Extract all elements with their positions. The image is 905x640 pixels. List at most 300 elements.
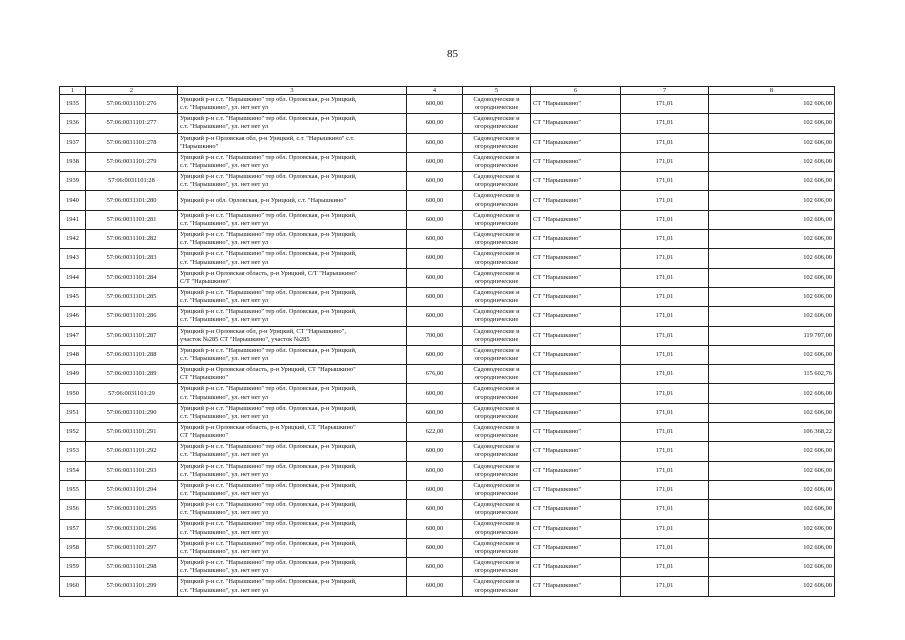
address-line: с.т. "Нарышкино", ул. нет нет ул: [180, 355, 269, 362]
cadastral-number-cell: 57:06:0031101:280: [86, 191, 178, 210]
address-line: с.т. "Нарышкино", ул. нет нет ул: [180, 567, 269, 575]
cadastral-number-cell: 57:06:0031101:277: [86, 114, 178, 133]
land-use-line: Садоводческие и: [473, 95, 520, 103]
cadastral-number-cell: 57:06:0031101:283: [86, 249, 178, 268]
organization-cell: СТ "Нарышкино": [531, 152, 621, 171]
area-cell: 600,00: [407, 577, 463, 596]
address-cell: [178, 480, 407, 499]
land-use-line: огороднические: [474, 509, 519, 517]
land-use-line: огороднические: [474, 567, 519, 575]
cadastral-number-cell: 57:06:0031101:290: [86, 403, 178, 422]
address-line: с.т. "Нарышкино", ул. нет нет ул: [180, 547, 269, 555]
land-use-cell: [463, 519, 531, 538]
land-use-cell: [463, 326, 531, 345]
address-line: с.т. "Нарышкино", ул. нет нет ул: [180, 470, 269, 478]
land-use-cell: [463, 230, 531, 249]
rate-cell: 171,01: [621, 384, 709, 403]
address-line: с.т. "Нарышкино", ул. нет нет ул: [180, 219, 269, 227]
header-col-8: 8: [709, 87, 835, 95]
cadastral-number-cell: 57:06:0031101:285: [86, 287, 178, 306]
organization-cell: СТ "Нарышкино": [531, 345, 621, 364]
rate-cell: 171,01: [621, 210, 709, 229]
table-row: [60, 558, 835, 577]
row-number-cell: 1947: [60, 326, 86, 345]
table-row: [60, 423, 835, 442]
address-line: с.т. "Нарышкино", ул. нет нет ул: [180, 451, 269, 459]
land-use-line: огороднические: [474, 123, 519, 131]
cadastral-value-cell: 102 606,00: [709, 133, 835, 152]
address-line: Урицкий р-н с.т. "Нарышкино" тер обл. Орловская, р-н Урицкий,: [180, 578, 357, 586]
rate-cell: 171,01: [621, 480, 709, 499]
page-number: 85: [447, 48, 458, 60]
area-cell: 600,00: [407, 461, 463, 480]
land-use-cell: [463, 191, 531, 210]
area-cell: 600,00: [407, 500, 463, 519]
rate-cell: 171,01: [621, 500, 709, 519]
cadastral-number-cell: 57:06:0031101:284: [86, 268, 178, 287]
land-use-line: Садоводческие и: [473, 308, 520, 316]
land-use-line: огороднические: [474, 258, 519, 266]
address-line: Урицкий р-н с.т. "Нарышкино" тер обл. Орловская, р-н Урицкий,: [180, 115, 357, 123]
row-number-cell: 1949: [60, 365, 86, 384]
cadastral-number-cell: 57:06:0031101:296: [86, 519, 178, 538]
rate-cell: 171,01: [621, 558, 709, 577]
row-number-cell: 1942: [60, 230, 86, 249]
cadastral-number-cell: 57:06:0031101:288: [86, 345, 178, 364]
area-cell: 600,00: [407, 519, 463, 538]
table-row: [60, 114, 835, 133]
row-number-cell: 1943: [60, 249, 86, 268]
cadastral-number-cell: 57:06:0031101:291: [86, 423, 178, 442]
area-cell: 600,00: [407, 114, 463, 133]
cadastral-number-cell: 57:06:0031101:294: [86, 480, 178, 499]
rate-cell: 171,01: [621, 172, 709, 191]
address-line: Урицкий р-н Орловская обл, р-н Урицкий, с.т. "Нарышкино" с.т.: [180, 134, 355, 142]
address-line: Урицкий р-н с.т. "Нарышкино" тер обл. Орловская, р-н Урицкий,: [180, 288, 357, 296]
address-line: Урицкий р-н с.т. "Нарышкино" тер обл. Орловская, р-н Урицкий,: [180, 231, 357, 239]
table-header: [60, 87, 835, 95]
cadastral-value-cell: 102 606,00: [709, 461, 835, 480]
organization-cell: СТ "Нарышкино": [531, 210, 621, 229]
address-line: Урицкий р-н с.т. "Нарышкино" тер обл. Орловская, р-н Урицкий,: [180, 95, 357, 103]
rate-cell: 171,01: [621, 403, 709, 422]
land-use-cell: [463, 538, 531, 557]
land-use-cell: [463, 403, 531, 422]
area-cell: 600,00: [407, 384, 463, 403]
rate-cell: 171,01: [621, 365, 709, 384]
cadastral-number-cell: 57:06:0031101:278: [86, 133, 178, 152]
cadastral-number-cell: 57:06:0031101:298: [86, 558, 178, 577]
area-cell: 700,00: [407, 326, 463, 345]
address-line: Урицкий р-н с.т. "Нарышкино" тер обл. Орловская, р-н Урицкий,: [180, 501, 357, 509]
area-cell: 600,00: [407, 230, 463, 249]
cadastral-value-cell: 102 606,00: [709, 500, 835, 519]
address-cell: [178, 307, 407, 326]
row-number-cell: 1958: [60, 538, 86, 557]
address-cell: [178, 210, 407, 229]
cadastral-value-cell: 102 606,00: [709, 191, 835, 210]
cadastral-value-cell: 102 606,00: [709, 480, 835, 499]
address-cell: [178, 558, 407, 577]
rate-cell: 171,01: [621, 326, 709, 345]
table-row: [60, 326, 835, 345]
rate-cell: 171,01: [621, 287, 709, 306]
address-line: Урицкий р-н с.т. "Нарышкино" тер обл. Орловская, р-н Урицкий,: [180, 559, 357, 567]
address-line: С/Т "Нарышкино": [180, 277, 230, 285]
header-col-3: 3: [178, 87, 407, 95]
address-line: Урицкий р-н Орловская область, р-н Урицкий, СТ "Нарышкино": [180, 424, 356, 431]
address-cell: [178, 191, 407, 210]
header-col-7: 7: [621, 87, 709, 95]
organization-cell: СТ "Нарышкино": [531, 307, 621, 326]
land-use-cell: [463, 480, 531, 499]
land-use-line: Садоводческие и: [473, 559, 520, 567]
land-registry-table: [59, 86, 835, 597]
header-row: [60, 87, 835, 95]
row-number-cell: 1940: [60, 191, 86, 210]
table-row: [60, 345, 835, 364]
organization-cell: СТ "Нарышкино": [531, 500, 621, 519]
land-use-line: огороднические: [474, 528, 519, 536]
land-use-line: Садоводческие и: [473, 424, 520, 431]
table-row: [60, 384, 835, 403]
table-row: [60, 480, 835, 499]
area-cell: 600,00: [407, 152, 463, 171]
cadastral-value-cell: 102 606,00: [709, 287, 835, 306]
land-use-line: Садоводческие и: [473, 250, 520, 258]
table-row: [60, 461, 835, 480]
cadastral-number-cell: 57:06:0031101:29: [86, 384, 178, 403]
land-use-line: Садоводческие и: [473, 211, 520, 219]
row-number-cell: 1939: [60, 172, 86, 191]
area-cell: 600,00: [407, 133, 463, 152]
address-line: Урицкий р-н Орловская область, р-н Урицкий, СТ "Нарышкино": [180, 366, 356, 374]
land-use-cell: [463, 345, 531, 364]
address-cell: [178, 365, 407, 384]
cadastral-number-cell: 57:06:0031101:289: [86, 365, 178, 384]
land-use-cell: [463, 95, 531, 114]
area-cell: 600,00: [407, 287, 463, 306]
land-use-line: огороднические: [474, 142, 519, 150]
cadastral-value-cell: 102 606,00: [709, 403, 835, 422]
address-line: с.т. "Нарышкино", ул. нет нет ул: [180, 393, 269, 401]
address-line: с.т. "Нарышкино", ул. нет нет ул: [180, 316, 269, 324]
organization-cell: СТ "Нарышкино": [531, 326, 621, 345]
cadastral-number-cell: 57:06:0031101:276: [86, 95, 178, 114]
row-number-cell: 1952: [60, 423, 86, 442]
row-number-cell: 1956: [60, 500, 86, 519]
address-line: с.т. "Нарышкино", ул. нет нет ул: [180, 162, 269, 170]
row-number-cell: 1957: [60, 519, 86, 538]
rate-cell: 171,01: [621, 307, 709, 326]
cadastral-value-cell: 102 606,00: [709, 249, 835, 268]
row-number-cell: 1937: [60, 133, 86, 152]
row-number-cell: 1936: [60, 114, 86, 133]
address-cell: [178, 326, 407, 345]
row-number-cell: 1960: [60, 577, 86, 596]
land-use-line: Садоводческие и: [473, 404, 520, 412]
address-line: с.т. "Нарышкино", ул. нет нет ул: [180, 123, 269, 131]
area-cell: 600,00: [407, 249, 463, 268]
row-number-cell: 1944: [60, 268, 86, 287]
land-use-line: Садоводческие и: [473, 366, 520, 374]
address-cell: [178, 249, 407, 268]
table-row: [60, 152, 835, 171]
address-line: с.т. "Нарышкино", ул. нет нет ул: [180, 239, 269, 247]
land-use-line: огороднические: [474, 200, 519, 208]
land-use-line: Садоводческие и: [473, 539, 520, 547]
land-use-cell: [463, 500, 531, 519]
area-cell: 600,00: [407, 403, 463, 422]
land-use-line: Садоводческие и: [473, 192, 520, 200]
cadastral-value-cell: 102 606,00: [709, 210, 835, 229]
address-line: Урицкий р-н с.т. "Нарышкино" тер обл. Орловская, р-н Урицкий,: [180, 481, 357, 489]
address-line: Урицкий р-н с.т. "Нарышкино" тер обл. Орловская, р-н Урицкий,: [180, 443, 357, 451]
rate-cell: 171,01: [621, 133, 709, 152]
address-line: Урицкий р-н обл. Орловская, р-н Урицкий, с.т. "Нарышкино": [180, 196, 347, 204]
header-col-6: 6: [531, 87, 621, 95]
land-use-line: Садоводческие и: [473, 501, 520, 509]
area-cell: 600,00: [407, 191, 463, 210]
land-use-line: огороднические: [474, 316, 519, 324]
area-cell: 622,00: [407, 423, 463, 442]
address-cell: [178, 230, 407, 249]
address-line: Урицкий р-н Орловская обл, р-н Урицкий, СТ "Нарышкино",: [180, 327, 346, 335]
address-line: "Нарышкино": [180, 142, 219, 150]
table-row: [60, 249, 835, 268]
rate-cell: 171,01: [621, 423, 709, 442]
land-use-cell: [463, 287, 531, 306]
land-use-cell: [463, 152, 531, 171]
cadastral-value-cell: 102 606,00: [709, 172, 835, 191]
land-use-line: огороднические: [474, 277, 519, 285]
organization-cell: СТ "Нарышкино": [531, 230, 621, 249]
land-use-line: Садоводческие и: [473, 346, 520, 354]
cadastral-number-cell: 57:06:0031101:295: [86, 500, 178, 519]
cadastral-number-cell: 57:06:0031101:293: [86, 461, 178, 480]
land-use-line: огороднические: [474, 586, 519, 594]
land-use-line: Садоводческие и: [473, 153, 520, 161]
organization-cell: СТ "Нарышкино": [531, 558, 621, 577]
address-cell: [178, 442, 407, 461]
land-use-line: огороднические: [474, 393, 519, 401]
land-use-line: огороднические: [474, 412, 519, 420]
land-use-cell: [463, 307, 531, 326]
rate-cell: 171,01: [621, 538, 709, 557]
address-cell: [178, 403, 407, 422]
cadastral-number-cell: 57:06:0031101:299: [86, 577, 178, 596]
address-cell: [178, 114, 407, 133]
organization-cell: СТ "Нарышкино": [531, 461, 621, 480]
table-body: [60, 95, 835, 597]
cadastral-value-cell: 102 606,00: [709, 538, 835, 557]
table-row: [60, 287, 835, 306]
land-use-line: огороднические: [474, 547, 519, 555]
organization-cell: СТ "Нарышкино": [531, 480, 621, 499]
table-row: [60, 210, 835, 229]
land-use-line: Садоводческие и: [473, 115, 520, 123]
organization-cell: СТ "Нарышкино": [531, 114, 621, 133]
rate-cell: 171,01: [621, 152, 709, 171]
cadastral-value-cell: 102 606,00: [709, 519, 835, 538]
address-cell: [178, 345, 407, 364]
header-col-4: 4: [407, 87, 463, 95]
cadastral-number-cell: 57:06:0031101:28: [86, 172, 178, 191]
cadastral-value-cell: 102 606,00: [709, 442, 835, 461]
address-line: с.т. "Нарышкино", ул. нет нет ул: [180, 181, 269, 189]
area-cell: 600,00: [407, 345, 463, 364]
land-use-cell: [463, 172, 531, 191]
table-row: [60, 403, 835, 422]
land-use-cell: [463, 365, 531, 384]
table-row: [60, 133, 835, 152]
table-row: [60, 538, 835, 557]
address-line: с.т. "Нарышкино", ул. нет нет ул: [180, 586, 269, 594]
rate-cell: 171,01: [621, 519, 709, 538]
address-line: с.т. "Нарышкино", ул. нет нет ул: [180, 509, 269, 517]
area-cell: 600,00: [407, 172, 463, 191]
cadastral-value-cell: 102 606,00: [709, 95, 835, 114]
land-use-cell: [463, 210, 531, 229]
rate-cell: 171,01: [621, 114, 709, 133]
row-number-cell: 1945: [60, 287, 86, 306]
address-line: СТ "Нарышкино": [180, 374, 228, 382]
cadastral-value-cell: 102 606,00: [709, 345, 835, 364]
land-use-line: огороднические: [474, 297, 519, 305]
organization-cell: СТ "Нарышкино": [531, 403, 621, 422]
address-line: Урицкий р-н с.т. "Нарышкино" тер обл. Орловская, р-н Урицкий,: [180, 308, 357, 316]
address-line: с.т. "Нарышкино", ул. нет нет ул: [180, 528, 269, 536]
address-cell: [178, 461, 407, 480]
address-cell: [178, 268, 407, 287]
row-number-cell: 1950: [60, 384, 86, 403]
cadastral-value-cell: 102 606,00: [709, 558, 835, 577]
area-cell: 600,00: [407, 480, 463, 499]
rate-cell: 171,01: [621, 95, 709, 114]
table-row: [60, 307, 835, 326]
rate-cell: 171,01: [621, 230, 709, 249]
address-line: участок №285 СТ "Нарышкино", участок №285: [180, 335, 310, 343]
rate-cell: 171,01: [621, 249, 709, 268]
land-use-cell: [463, 423, 531, 442]
organization-cell: СТ "Нарышкино": [531, 442, 621, 461]
row-number-cell: 1959: [60, 558, 86, 577]
organization-cell: СТ "Нарышкино": [531, 249, 621, 268]
organization-cell: СТ "Нарышкино": [531, 172, 621, 191]
row-number-cell: 1946: [60, 307, 86, 326]
rate-cell: 171,01: [621, 345, 709, 364]
area-cell: 600,00: [407, 442, 463, 461]
land-use-line: огороднические: [474, 219, 519, 227]
address-line: Урицкий р-н с.т. "Нарышкино" тер обл. Орловская, р-н Урицкий,: [180, 346, 357, 354]
rate-cell: 171,01: [621, 191, 709, 210]
land-use-cell: [463, 461, 531, 480]
cadastral-number-cell: 57:06:0031101:292: [86, 442, 178, 461]
row-number-cell: 1948: [60, 345, 86, 364]
organization-cell: СТ "Нарышкино": [531, 519, 621, 538]
area-cell: 600,00: [407, 538, 463, 557]
cadastral-value-cell: 102 606,00: [709, 384, 835, 403]
land-use-line: Садоводческие и: [473, 173, 520, 181]
land-use-line: Садоводческие и: [473, 462, 520, 470]
address-line: Урицкий р-н с.т. "Нарышкино" тер обл. Орловская, р-н Урицкий,: [180, 250, 357, 258]
organization-cell: СТ "Нарышкино": [531, 191, 621, 210]
rate-cell: 171,01: [621, 442, 709, 461]
cadastral-value-cell: 102 606,00: [709, 268, 835, 287]
cadastral-number-cell: 57:06:0031101:287: [86, 326, 178, 345]
row-number-cell: 1938: [60, 152, 86, 171]
address-cell: [178, 152, 407, 171]
land-use-line: Садоводческие и: [473, 520, 520, 528]
cadastral-value-cell: 115 602,76: [709, 365, 835, 384]
land-use-line: огороднические: [474, 451, 519, 459]
organization-cell: СТ "Нарышкино": [531, 95, 621, 114]
table-row: [60, 365, 835, 384]
header-col-1: 1: [60, 87, 86, 95]
organization-cell: СТ "Нарышкино": [531, 287, 621, 306]
area-cell: 600,00: [407, 95, 463, 114]
address-line: СТ "Нарышкино": [180, 432, 228, 440]
land-use-line: огороднические: [474, 239, 519, 247]
organization-cell: СТ "Нарышкино": [531, 423, 621, 442]
table-row: [60, 95, 835, 114]
land-use-line: Садоводческие и: [473, 481, 520, 489]
rate-cell: 171,01: [621, 461, 709, 480]
address-cell: [178, 577, 407, 596]
area-cell: 600,00: [407, 210, 463, 229]
cadastral-value-cell: 119 707,00: [709, 326, 835, 345]
address-cell: [178, 133, 407, 152]
address-line: Урицкий р-н с.т. "Нарышкино" тер обл. Орловская, р-н Урицкий,: [180, 462, 357, 470]
table-row: [60, 268, 835, 287]
address-line: с.т. "Нарышкино", ул. нет нет ул: [180, 490, 269, 498]
organization-cell: СТ "Нарышкино": [531, 538, 621, 557]
cadastral-value-cell: 102 606,00: [709, 114, 835, 133]
land-use-line: огороднические: [474, 162, 519, 170]
row-number-cell: 1955: [60, 480, 86, 499]
land-use-cell: [463, 114, 531, 133]
land-use-cell: [463, 384, 531, 403]
table-row: [60, 577, 835, 596]
cadastral-number-cell: 57:06:0031101:281: [86, 210, 178, 229]
cadastral-number-cell: 57:06:0031101:297: [86, 538, 178, 557]
table-row: [60, 172, 835, 191]
address-line: Урицкий р-н с.т. "Нарышкино" тер обл. Орловская, р-н Урицкий,: [180, 211, 357, 219]
land-use-line: Садоводческие и: [473, 327, 520, 335]
land-use-cell: [463, 558, 531, 577]
address-line: Урицкий р-н с.т. "Нарышкино" тер обл. Орловская, р-н Урицкий,: [180, 385, 357, 393]
land-use-line: огороднические: [474, 104, 519, 112]
header-col-2: 2: [86, 87, 178, 95]
address-line: с.т. "Нарышкино", ул. нет нет ул: [180, 412, 269, 420]
cadastral-value-cell: 102 606,00: [709, 230, 835, 249]
row-number-cell: 1935: [60, 95, 86, 114]
address-line: Урицкий р-н с.т. "Нарышкино" тер обл. Орловская, р-н Урицкий,: [180, 173, 357, 181]
address-line: Урицкий р-н с.т. "Нарышкино" тер обл. Орловская, р-н Урицкий,: [180, 153, 357, 161]
table-row: [60, 191, 835, 210]
address-cell: [178, 519, 407, 538]
land-use-cell: [463, 577, 531, 596]
organization-cell: СТ "Нарышкино": [531, 365, 621, 384]
land-use-line: огороднические: [474, 490, 519, 498]
area-cell: 600,00: [407, 558, 463, 577]
cadastral-value-cell: 102 606,00: [709, 152, 835, 171]
cadastral-value-cell: 102 606,00: [709, 577, 835, 596]
land-use-line: огороднические: [474, 355, 519, 362]
address-line: Урицкий р-н с.т. "Нарышкино" тер обл. Орловская, р-н Урицкий,: [180, 520, 357, 528]
area-cell: 600,00: [407, 268, 463, 287]
organization-cell: СТ "Нарышкино": [531, 577, 621, 596]
